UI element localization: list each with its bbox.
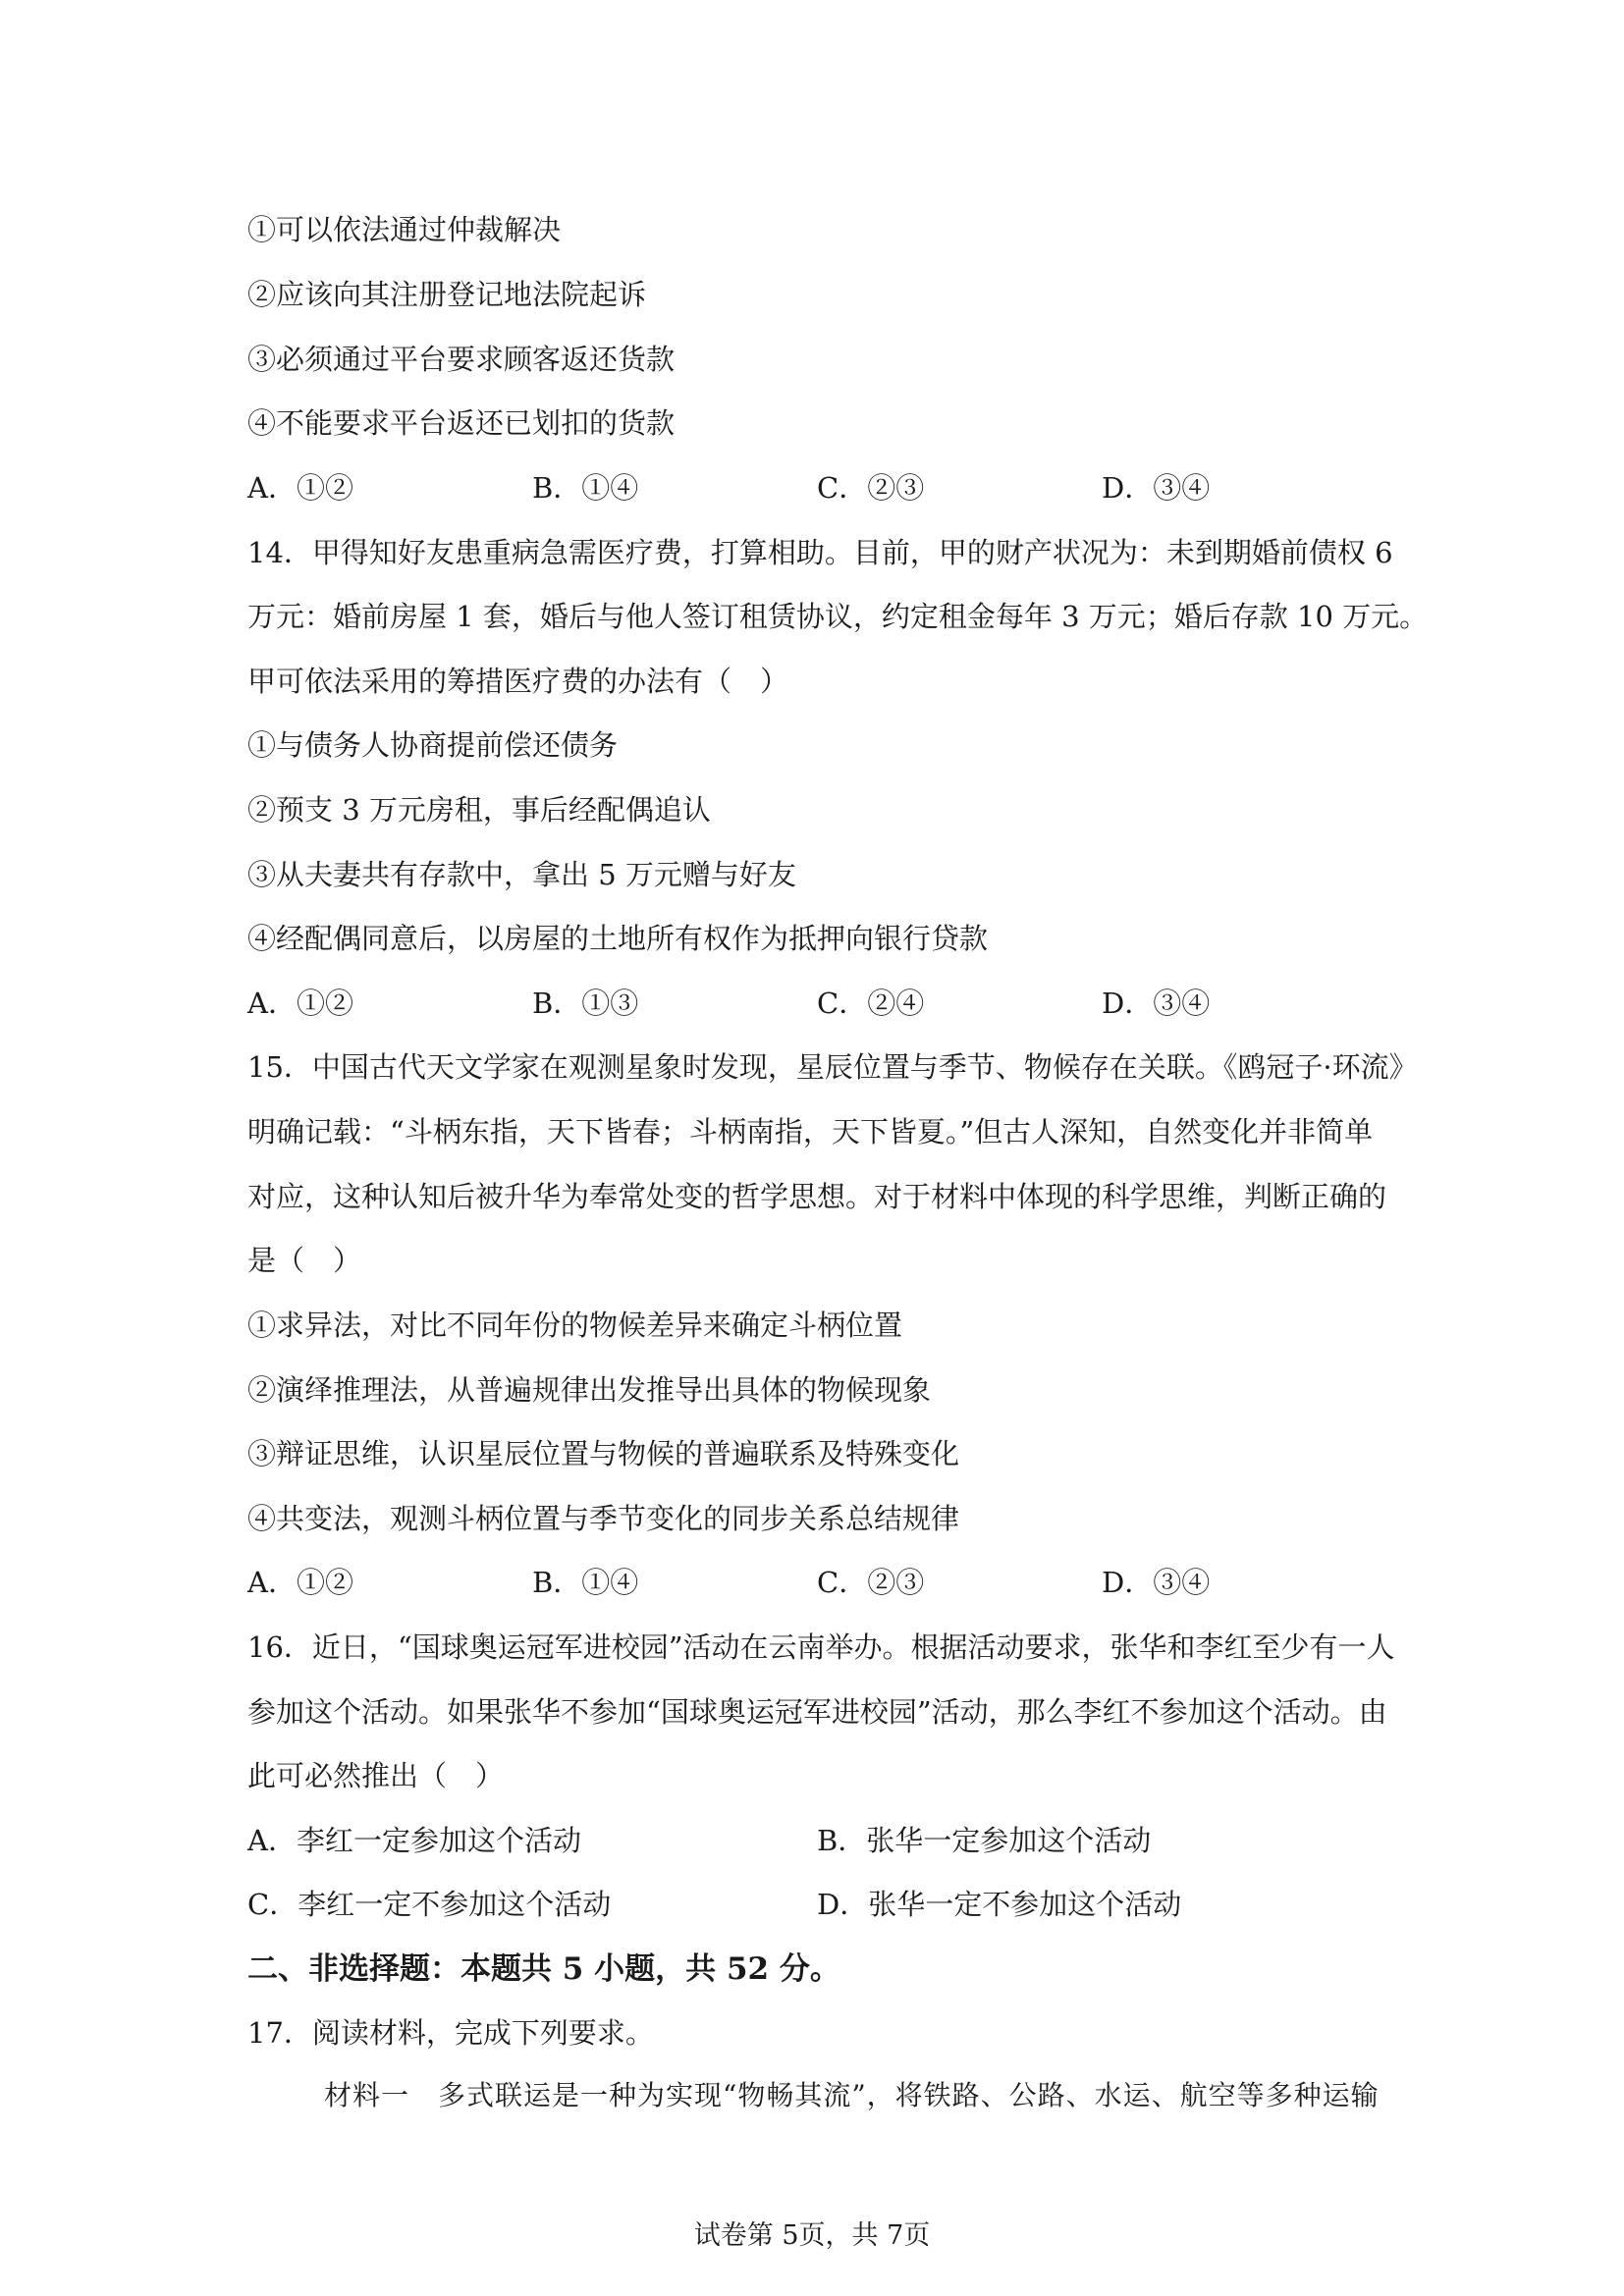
q13-item-4: ④不能要求平台返还已划扣的货款 [247, 406, 676, 440]
q16-options-row-2 [247, 1885, 1396, 1924]
q14-stem-line-2: 万元：婚前房屋 1 套，婚后与他人签订租赁协议，约定租金每年 3 万元；婚后存款 10 万元。 [247, 600, 1429, 633]
q17-stem: 17．阅读材料，完成下列要求。 [247, 2016, 654, 2050]
q13-option-a: A．①② [247, 471, 353, 505]
q16-option-c: C．李红一定不参加这个活动 [247, 1888, 612, 1921]
q15-item-3: ③辩证思维，认识星辰位置与物候的普遍联系及特殊变化 [247, 1437, 960, 1470]
q13-option-d: D．③④ [1102, 471, 1211, 505]
q16-stem-line-1: 16．近日，“国球奥运冠军进校园”活动在云南举办。根据活动要求，张华和李红至少有一人 [247, 1630, 1395, 1664]
q15-option-c: C．②③ [817, 1566, 925, 1599]
q14-option-c: C．②④ [817, 987, 925, 1020]
q15-item-4: ④共变法，观测斗柄位置与季节变化的同步关系总结规律 [247, 1502, 960, 1535]
q14-option-d: D．③④ [1102, 987, 1211, 1020]
q14-stem-line-1: 14．甲得知好友患重病急需医疗费，打算相助。目前，甲的财产状况为：未到期婚前债权 6 [247, 536, 1393, 569]
q14-item-3: ③从夫妻共有存款中，拿出 5 万元赠与好友 [247, 858, 796, 891]
q14-item-4: ④经配偶同意后，以房屋的土地所有权作为抵押向银行贷款 [247, 922, 989, 955]
q15-stem-line-1: 15．中国古代天文学家在观测星象时发现，星辰位置与季节、物候存在关联。《鸥冠子·环流》 [247, 1050, 1418, 1084]
q14-option-a: A．①② [247, 987, 353, 1020]
q15-stem-line-4: 是（ ） [247, 1244, 362, 1277]
q16-option-d: D．张华一定不参加这个活动 [817, 1888, 1182, 1921]
q13-item-3: ③必须通过平台要求顾客返还货款 [247, 343, 676, 376]
q13-options [247, 468, 1396, 507]
q16-stem-line-3: 此可必然推出（ ） [247, 1759, 505, 1792]
q13-item-1: ①可以依法通过仲裁解决 [247, 213, 562, 246]
q15-options [247, 1563, 1396, 1602]
q15-item-1: ①求异法，对比不同年份的物候差异来确定斗柄位置 [247, 1308, 903, 1342]
q15-option-a: A．①② [247, 1566, 353, 1599]
q14-stem-line-3: 甲可依法采用的筹措医疗费的办法有（ ） [247, 665, 789, 698]
q14-options [247, 984, 1396, 1023]
q13-option-c: C．②③ [817, 471, 925, 505]
q16-options-row-1 [247, 1821, 1396, 1860]
q15-option-b: B．①④ [532, 1566, 639, 1599]
q15-stem-line-3: 对应，这种认知后被升华为奉常处变的哲学思想。对于材料中体现的科学思维，判断正确的 [247, 1180, 1387, 1213]
q14-item-1: ①与债务人协商提前偿还债务 [247, 728, 619, 762]
page-footer: 试卷第 5页，共 7页 [693, 2220, 931, 2251]
q15-item-2: ②演绎推理法，从普遍规律出发推导出具体的物候现象 [247, 1373, 932, 1407]
q15-option-d: D．③④ [1102, 1566, 1211, 1599]
q13-option-b: B．①④ [532, 471, 639, 505]
q16-stem-line-2: 参加这个活动。如果张华不参加“国球奥运冠军进校园”活动，那么李红不参加这个活动。由 [247, 1695, 1387, 1729]
q13-item-2: ②应该向其注册登记地法院起诉 [247, 278, 647, 311]
q16-option-b: B．张华一定参加这个活动 [817, 1824, 1152, 1857]
q14-item-2: ②预支 3 万元房租，事后经配偶追认 [247, 793, 711, 827]
q15-stem-line-2: 明确记载：“斗柄东指，天下皆春；斗柄南指，天下皆夏。”但古人深知，自然变化并非简单 [247, 1115, 1374, 1148]
q16-option-a: A．李红一定参加这个活动 [247, 1824, 581, 1857]
q17-material-1: 材料一 多式联运是一种为实现“物畅其流”，将铁路、公路、水运、航空等多种运输 [324, 2079, 1380, 2111]
section-2-title: 二、非选择题：本题共 5 小题，共 52 分。 [247, 1951, 840, 1987]
q14-option-b: B．①③ [532, 987, 639, 1020]
